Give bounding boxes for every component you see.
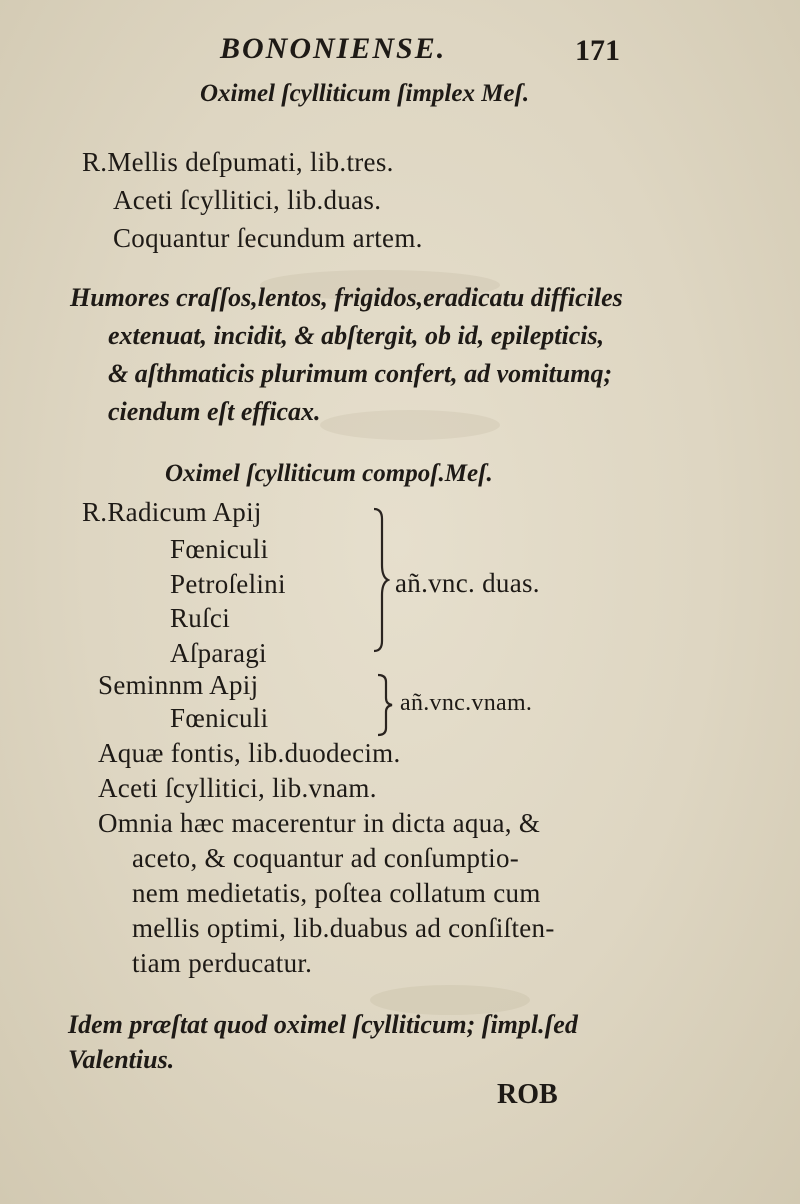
text-line: nem medietatis, poſtea collatum cum bbox=[132, 878, 541, 908]
text-line: Seminnm Apij bbox=[98, 670, 259, 700]
text-line: extenuat, incidit, & abſtergit, ob id, epilepticis, bbox=[108, 321, 605, 350]
text-line: Aquæ fontis, lib.duodecim. bbox=[98, 738, 401, 768]
text-line: Valentius. bbox=[68, 1045, 175, 1074]
text-line: Omnia hæc macerentur in dicta aqua, & bbox=[98, 808, 541, 838]
section-heading: Oximel ſcylliticum ſimplex Meſ. bbox=[200, 80, 530, 107]
text-line: & aſthmaticis plurimum confert, ad vomitumq; bbox=[108, 359, 613, 388]
text-line: Aſparagi bbox=[170, 638, 267, 668]
section-heading: Oximel ſcylliticum compoſ.Meſ. bbox=[165, 460, 493, 487]
brace-icon bbox=[372, 672, 394, 738]
text-line: tiam perducatur. bbox=[132, 948, 313, 978]
dosage-label: añ.vnc.vnam. bbox=[400, 690, 533, 716]
text-line: Humores craſſos,lentos, frigidos,eradicatu difficiles bbox=[70, 283, 623, 312]
text-line: Aceti ſcyllitici, lib.vnam. bbox=[98, 773, 377, 803]
text-line: aceto, & coquantur ad conſumptio- bbox=[132, 843, 520, 873]
text-line: ciendum eſt efficax. bbox=[108, 397, 321, 426]
running-header: BONONIENSE. bbox=[220, 32, 447, 65]
catchword: ROB bbox=[497, 1079, 558, 1110]
text-line: R.Mellis deſpumati, lib.tres. bbox=[82, 147, 394, 177]
text-line: Aceti ſcyllitici, lib.duas. bbox=[113, 185, 382, 215]
text-line: Petroſelini bbox=[170, 569, 286, 599]
text-line: Coquantur ſecundum artem. bbox=[113, 223, 423, 253]
text-line: Idem præſtat quod oximel ſcylliticum; ſimpl.ſed bbox=[68, 1010, 578, 1039]
text-line: mellis optimi, lib.duabus ad conſiſten- bbox=[132, 913, 555, 943]
text-line: Fœniculi bbox=[170, 703, 269, 733]
brace-icon bbox=[368, 505, 390, 655]
text-line: R.Radicum Apij bbox=[82, 497, 262, 527]
dosage-label: añ.vnc. duas. bbox=[395, 568, 540, 598]
page-number: 171 bbox=[575, 34, 620, 67]
text-line: Fœniculi bbox=[170, 534, 269, 564]
text-line: Ruſci bbox=[170, 603, 230, 633]
ink-smudge bbox=[320, 410, 500, 440]
